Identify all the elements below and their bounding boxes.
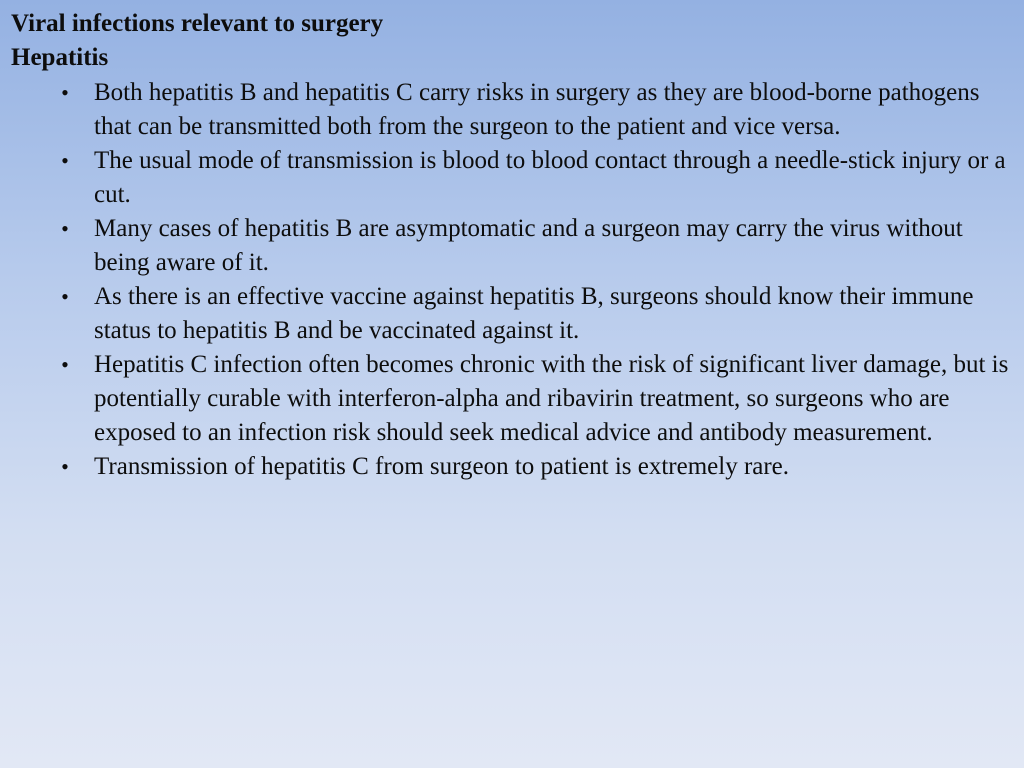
bullet-text: Hepatitis C infection often becomes chronic with the risk of significant liver damage, but is potentially curable with interferon-alpha and ribavirin treatment, so surgeons who are exposed to an infection risk should seek medical advice and antibody measurement.: [94, 351, 1009, 446]
bullet-icon: •: [61, 216, 69, 241]
bullet-item: [61, 450, 1019, 484]
bullet-text: Transmission of hepatitis C from surgeon to patient is extremely rare.: [94, 453, 790, 480]
bullet-item: [61, 144, 1019, 212]
bullet-item: [61, 348, 1019, 450]
bullet-icon: •: [61, 284, 69, 309]
bullet-text: Many cases of hepatitis B are asymptomatic and a surgeon may carry the virus without being aware of it.: [94, 215, 963, 276]
bullet-icon: •: [61, 148, 69, 173]
bullet-icon: •: [61, 80, 69, 105]
bullet-item: [61, 280, 1019, 348]
slide-subtitle: Hepatitis: [11, 44, 109, 71]
slide-title: Viral infections relevant to surgery: [11, 10, 384, 37]
bullet-text: The usual mode of transmission is blood to blood contact through a needle-stick injury or a cut.: [94, 147, 1006, 208]
bullet-icon: •: [61, 454, 69, 479]
bullet-list: [61, 76, 1019, 484]
bullet-text: Both hepatitis B and hepatitis C carry risks in surgery as they are blood-borne pathogens that can be transmitted both from the surgeon to the patient and vice versa.: [94, 79, 980, 140]
bullet-item: [61, 212, 1019, 280]
bullet-text: As there is an effective vaccine against hepatitis B, surgeons should know their immune status to hepatitis B and be vaccinated against it.: [94, 283, 974, 344]
bullet-icon: •: [61, 352, 69, 377]
bullet-item: [61, 76, 1019, 144]
